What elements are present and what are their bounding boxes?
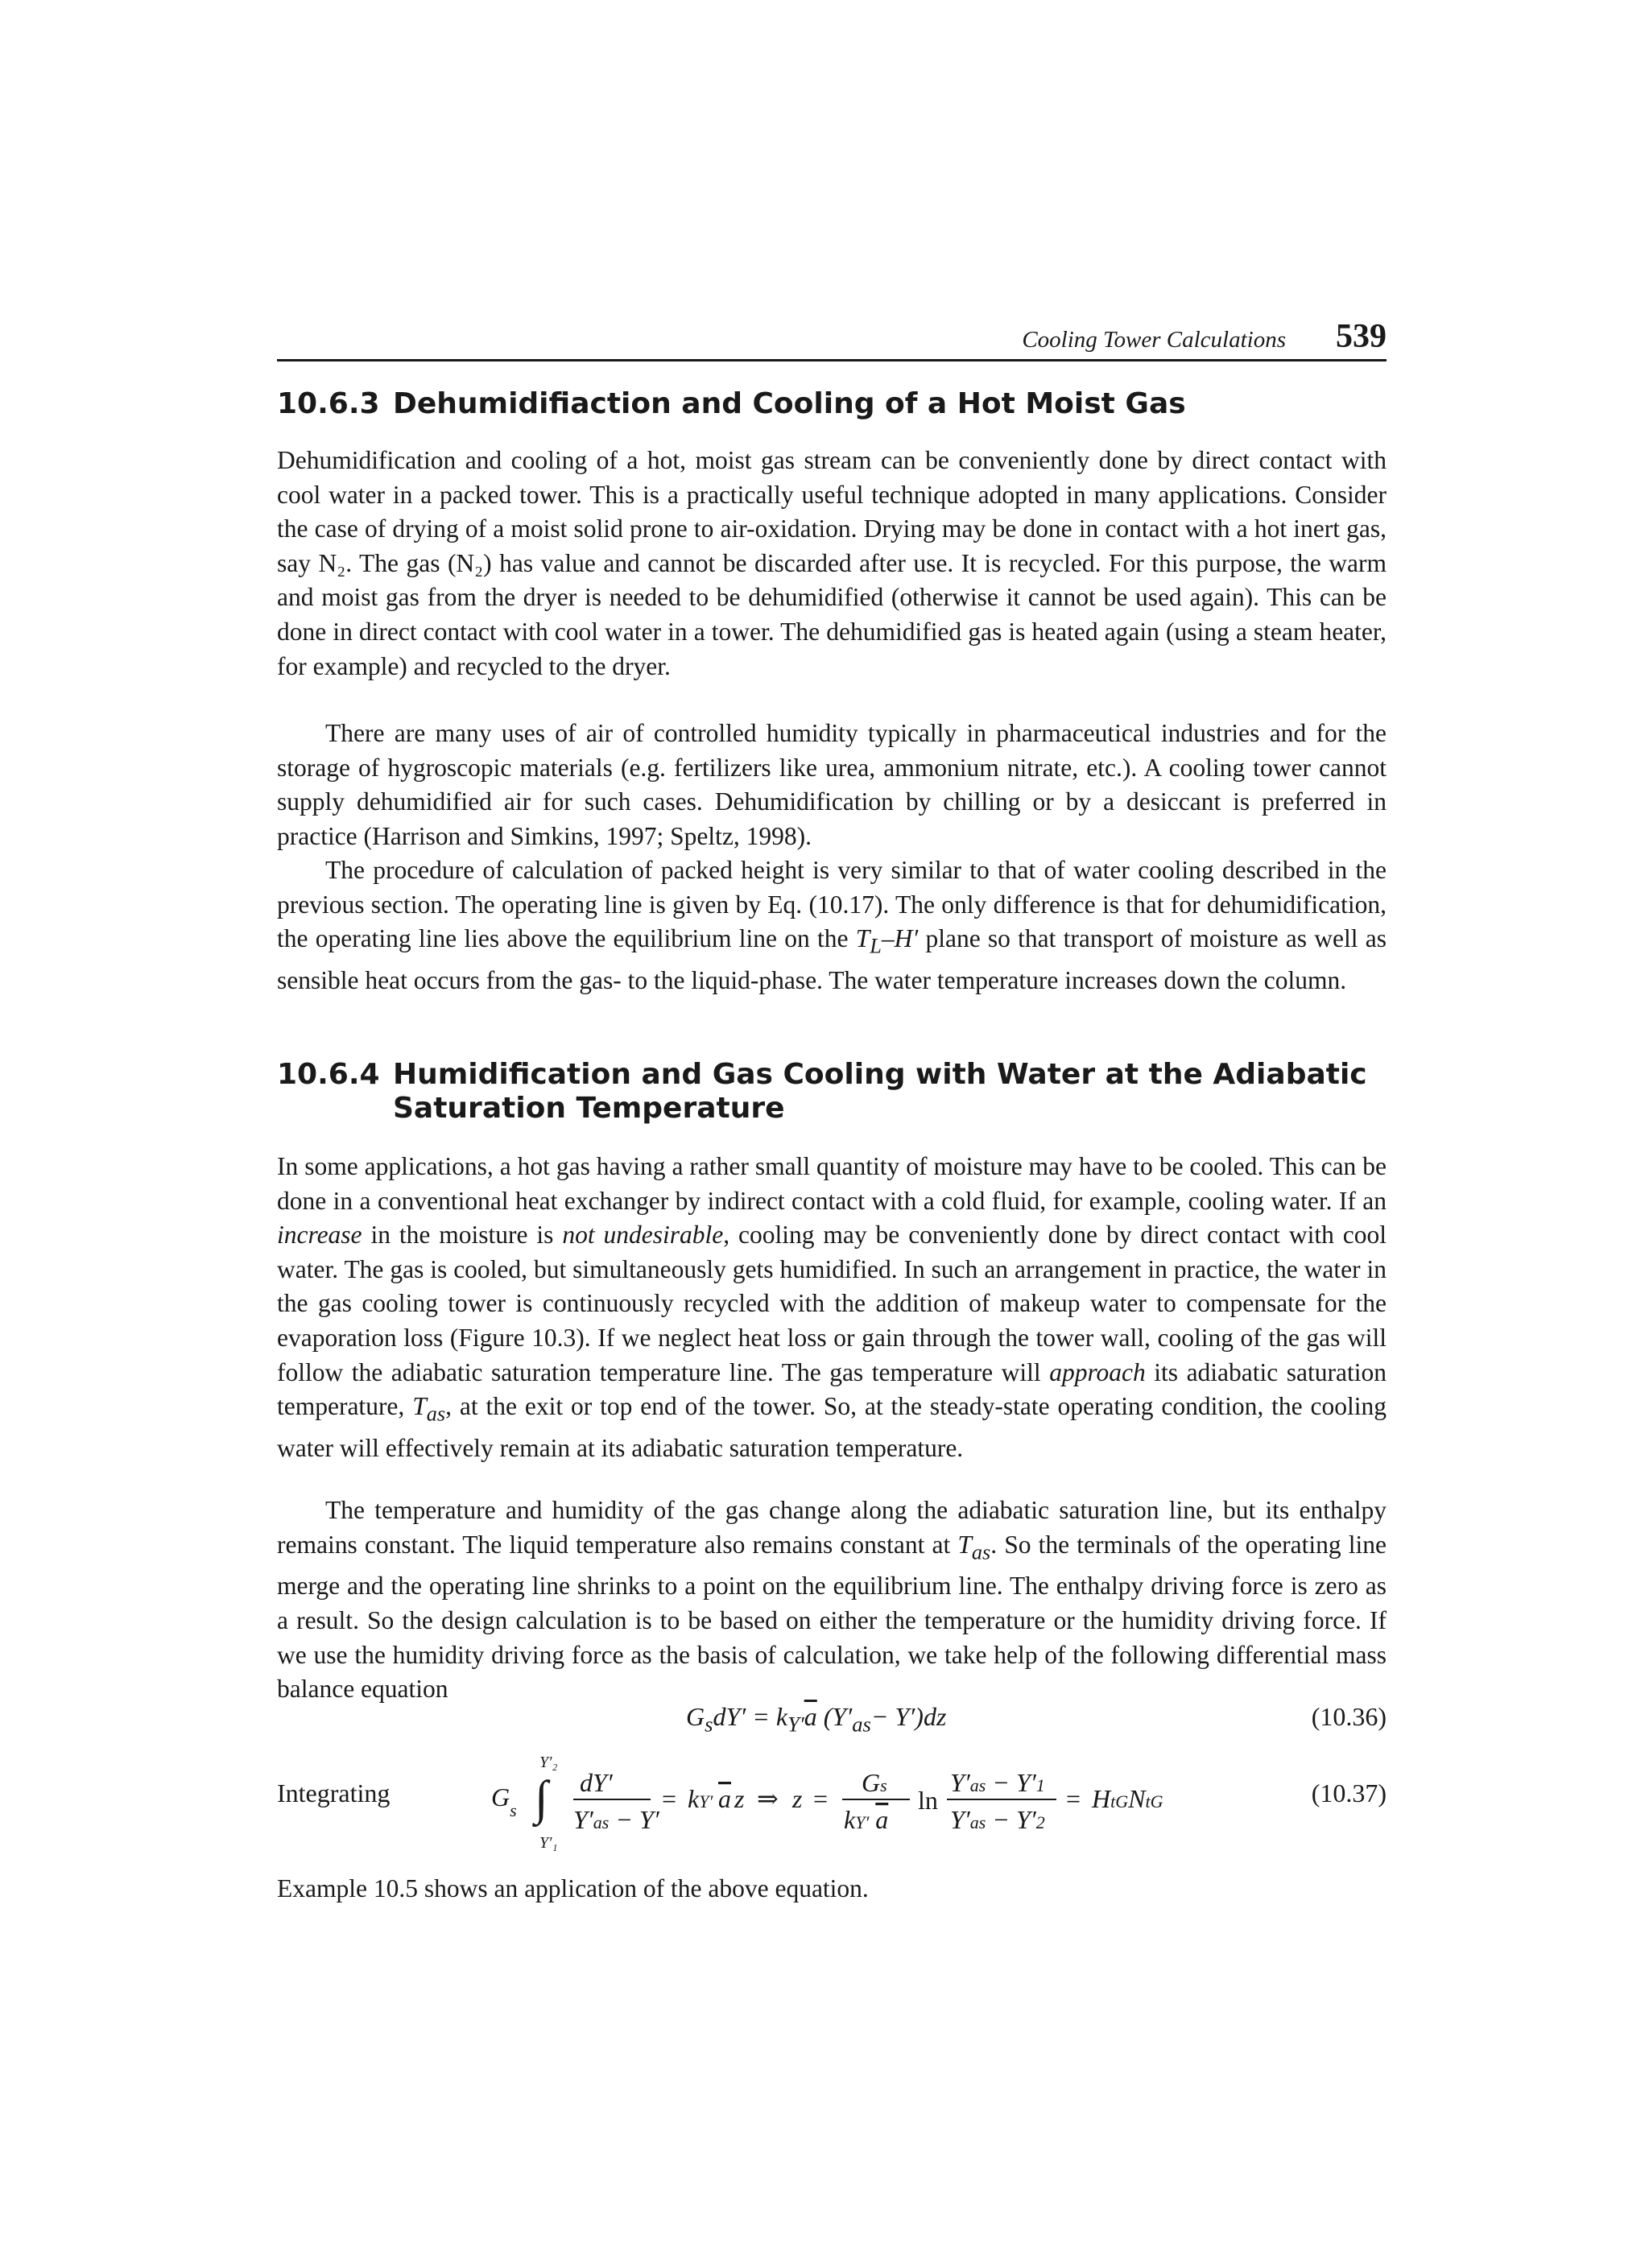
svg-text:Y′₂: Y′₂: [539, 1754, 558, 1771]
section-title: Dehumidifiaction and Cooling of a Hot Moist Gas: [393, 387, 1186, 420]
tas-symbol: $T_{as}$: [412, 1392, 446, 1426]
svg-text:Gs: Gs: [862, 1768, 887, 1797]
equation-number: (10.36): [1311, 1702, 1387, 1731]
emphasis-not-undesirable: not undesirable: [562, 1221, 724, 1250]
section-number: 10.6.4: [277, 1058, 380, 1091]
svg-text:⇒: ⇒: [757, 1784, 779, 1813]
emphasis-increase: increase: [277, 1221, 362, 1250]
emphasis-approach: approach: [1049, 1357, 1146, 1386]
equation-number: (10.37): [1311, 1778, 1387, 1807]
svg-text:Y′as − Y′1: Y′as − Y′1: [950, 1768, 1045, 1797]
header-rule: [277, 359, 1387, 361]
svg-text:Y′₁: Y′₁: [539, 1834, 558, 1852]
svg-text:z: z: [792, 1784, 803, 1813]
equation-10-37: [483, 1751, 1192, 1852]
paragraph-5: The temperature and humidity of the gas change along the adiabatic saturation line, but its enthalpy remains constant. The liquid temperature also remains constant at $T_{as}$. So the terminals of the operating line merge and the operating line shrinks to a point on the equilibrium line. The enthalpy driving force is zero as a result. So the design calculation is to be based on either the temperature or the humidity driving force. If we use the humidity driving force as the basis of calculation, we take help of the following differential mass balance equation: [277, 1496, 1387, 1704]
svg-text:Gs: $G_s$: [491, 1783, 517, 1820]
svg-text:ln: ln: [918, 1786, 938, 1815]
section-number: 10.6.3: [277, 387, 380, 420]
svg-text:kY′: kY′: [688, 1784, 713, 1813]
svg-text:HtGNtG: HtGNtG: [1092, 1784, 1163, 1813]
paragraph-1: Dehumidification and cooling of a hot, moist gas stream can be conveniently done by direct contact with cool water in a packed tower. This is a practically useful technique adopted in many applications. Consider the case of drying of a moist solid prone to air-oxidation. Drying may be done in contact with a hot inert gas, say N₂. The gas (N₂) has value and cannot be discarded after use. It is recycled. For this purpose, the warm and moist gas from the dryer is needed to be dehumidified (otherwise it cannot be used again). This can be done in direct contact with cool water in a tower. The dehumidified gas is heated again (using a steam heater, for example) and recycled to the dryer.: [277, 446, 1387, 680]
svg-text:=: =: [813, 1784, 829, 1813]
svg-text:=: =: [1066, 1784, 1081, 1813]
closing-sentence: Example 10.5 shows an application of the above equation.: [277, 1874, 869, 1902]
tas-symbol: $T_{as}$: [957, 1530, 991, 1564]
svg-text:∫: ∫: [535, 1771, 548, 1824]
equation-10-36: [277, 1702, 1387, 1739]
section-heading-10-6-3: [277, 387, 1186, 421]
paragraph-2: There are many uses of air of controlled humidity typically in pharmaceutical industries and for the storage of hygroscopic materials (e.g. fertilizers like urea, ammonium nitrate, etc.). A cooling tower cannot supply dehumidified air for such cases. Dehumidification by chilling or by a desiccant is preferred in practice (Harrison and Simkins, 1997; Speltz, 1998).: [277, 719, 1387, 850]
running-title: Cooling Tower Calculations: [1022, 327, 1286, 353]
paragraph-3: The procedure of calculation of packed height is very similar to that of water cooling described in the previous section. The operating line is given by Eq. (10.17). The only difference is that for dehumidification, the operating line lies above the equilibrium line on the $T_L-H'$ plane so that transport of moisture as well as sensible heat occurs from the gas- to the liquid-phase. The water temperature increases down the column.: [277, 856, 1387, 995]
svg-text:kY′ a: kY′ a: [844, 1805, 889, 1834]
svg-text:=: =: [662, 1784, 677, 1813]
running-head: [277, 316, 1387, 356]
page-number: 539: [1336, 318, 1387, 355]
tl-h-symbol: $T_L-H'$: [855, 924, 919, 958]
svg-text:z: z: [734, 1784, 745, 1813]
integrating-label: Integrating: [277, 1778, 391, 1807]
svg-text:Y′as − Y′: Y′as − Y′: [573, 1805, 659, 1834]
equation-body: $G_sdY' = k_{Y'}\overline{a}$ $(Y'_{as}- Y')dz$: [686, 1702, 947, 1737]
section-title-line-1: Humidification and Gas Cooling with Water at the Adiabatic: [393, 1058, 1367, 1091]
paragraph-4: In some applications, a hot gas having a rather small quantity of moisture may have to be cooled. This can be done in a conventional heat exchanger by indirect contact with a cold fluid, for example, cooling water. If an increase in the moisture is not undesirable, cooling may be conveniently done by direct contact with cool water. The gas is cooled, but simultaneously gets humidified. In such an arrangement in practice, the water in the gas cooling tower is continuously recycled with the addition of makeup water to compensate for the evaporation loss (Figure 10.3). If we neglect heat loss or gain through the tower wall, cooling of the gas will follow the adiabatic saturation temperature line. The gas temperature will approach its adiabatic saturation temperature, $T_{as}$, at the exit or top end of the tower. So, at the steady-state operating condition, the cooling water will effectively remain at its adiabatic saturation temperature.: [277, 1152, 1387, 1463]
svg-text:Y′as − Y′2: Y′as − Y′2: [950, 1805, 1045, 1834]
section-title-line-2: Saturation Temperature: [393, 1092, 785, 1125]
section-heading-10-6-4: [277, 1058, 1367, 1126]
svg-text:a: a: [718, 1784, 731, 1813]
svg-text:dY′: dY′: [580, 1768, 613, 1797]
